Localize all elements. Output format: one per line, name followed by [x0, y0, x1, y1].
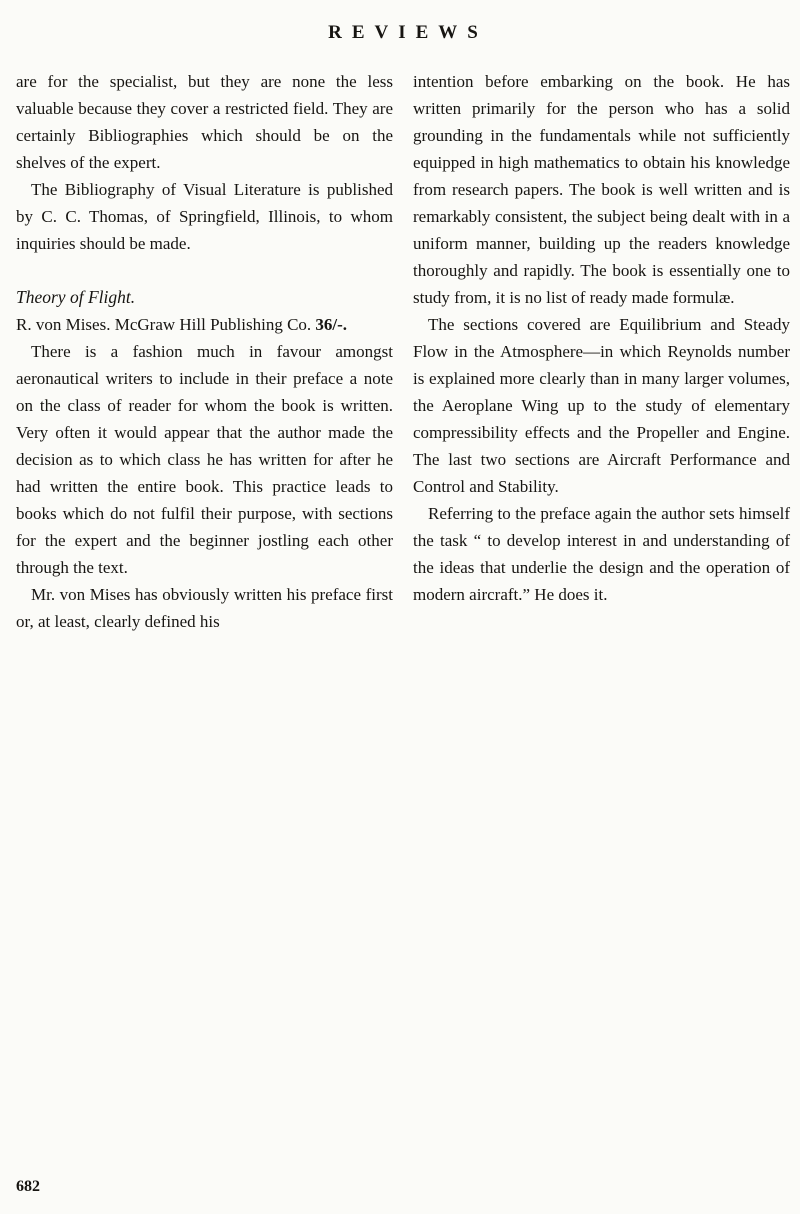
paragraph-bibliography-note: The Bibliography of Visual Literature is published by C. C. Thomas, of Springfield, Illinois, to whom inquiries should be made.: [16, 180, 393, 253]
page-header: [16, 22, 790, 44]
paragraph-mises-preface: Mr. von Mises has obviously written his preface first or, at least, clearly defined his: [16, 585, 393, 631]
two-column-layout: [16, 68, 790, 635]
paragraph-fashion: There is a fashion much in favour amongst aeronautical writers to include in their preface a note on the class of reader for whom the book is written. Very often it would appear that the author made the decision as to which class he has written for after he had written the entire book. This practice leads to books which do not fulfil their purpose, with sections for the expert and the beginner jostling each other through the text.: [16, 342, 393, 577]
right-column: [413, 68, 790, 635]
citation-publisher: McGraw Hill Publishing Co.: [114, 315, 312, 334]
citation-price: 36/-.: [315, 315, 348, 334]
paragraph-sections-covered: The sections covered are Equilibrium and Steady Flow in the Atmosphere—in which Reynolds number is explained more clearly than in many larger volumes, the Aeroplane Wing up to the study of elementary compressibility effects and the Propeller and Engine. The last two sections are Aircraft Performance and Control and Stability.: [413, 315, 790, 496]
paragraph-continuation: are for the specialist, but they are none the less valuable because they cover a restricted field. They are certainly Bibliographies which should be on the shelves of the expert.: [16, 72, 393, 172]
page-number: 682: [16, 1178, 40, 1195]
left-column: [16, 68, 393, 635]
review-heading: Theory of Flight.: [16, 287, 136, 307]
page-title: REVIEWS: [328, 22, 488, 43]
paragraph-preface-quote: Referring to the preface again the author sets himself the task “ to develop interest in and understanding of the ideas that underlie the design and the operation of modern aircraft.” He does it.: [413, 504, 790, 604]
review-citation: [16, 311, 393, 338]
citation-author: R. von Mises.: [16, 315, 111, 334]
paragraph-intention: intention before embarking on the book. He has written primarily for the person who has a solid grounding in the fundamentals while not sufficiently equipped in high mathematics to obtain his knowledge from research papers. The book is well written and is remarkably consistent, the subject being dealt with in a uniform manner, building up the readers knowledge thoroughly and rapidly. The book is essentially one to study from, it is no list of ready made formulæ.: [413, 72, 790, 307]
